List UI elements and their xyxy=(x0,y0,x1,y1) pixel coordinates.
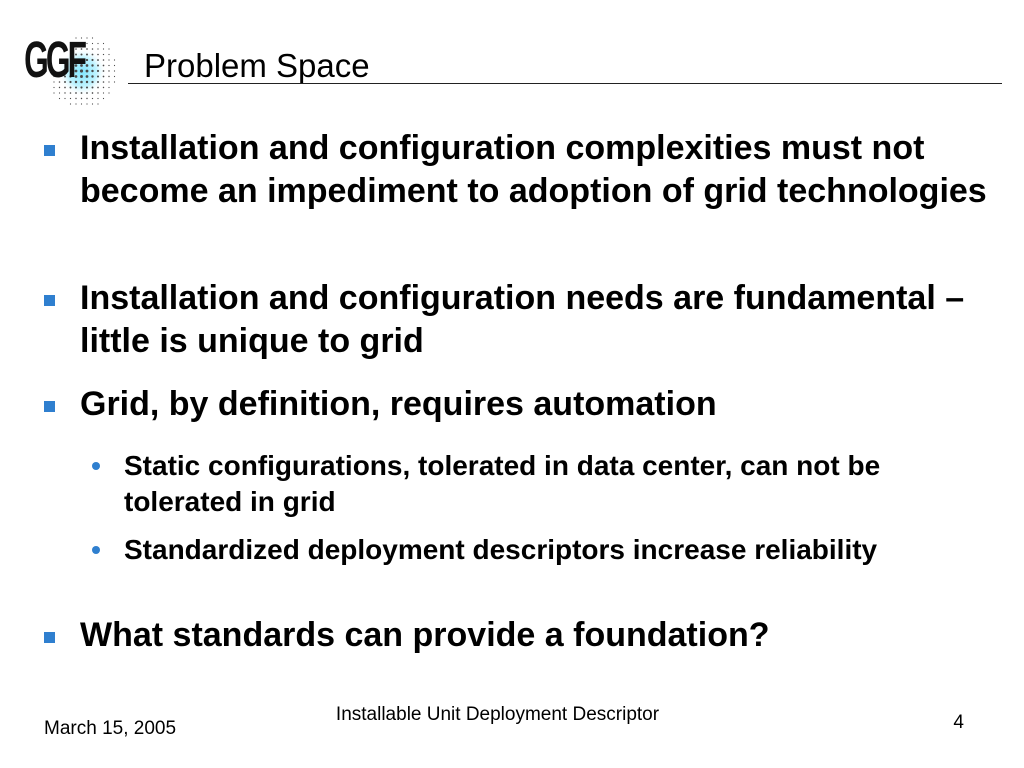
logo-dot xyxy=(86,86,88,88)
sub-bullet-2-text: Standardized deployment descriptors increase reliability xyxy=(124,534,878,565)
logo-dot xyxy=(91,70,93,72)
logo-dot xyxy=(103,43,104,44)
bullet-1-text: Installation and configuration complexities must not become an impediment to adoption of grid technologies xyxy=(80,129,987,210)
logo-dot xyxy=(97,70,99,72)
footer-title: Installable Unit Deployment Descriptor xyxy=(335,704,660,725)
logo-dot xyxy=(97,59,99,61)
logo-dot xyxy=(91,81,93,83)
logo-dot xyxy=(108,81,109,82)
logo-dot xyxy=(108,59,109,60)
logo-dot xyxy=(97,98,98,99)
logo-dot xyxy=(108,87,109,88)
logo-dot xyxy=(64,92,65,93)
page-number: 4 xyxy=(953,712,964,733)
logo-dot xyxy=(91,64,93,66)
logo-dot xyxy=(103,81,105,83)
logo-dot xyxy=(86,59,88,61)
logo-dot xyxy=(92,43,93,44)
logo-dot xyxy=(92,37,93,38)
logo-dot xyxy=(108,65,109,66)
logo-dot xyxy=(91,59,93,61)
logo-dot xyxy=(97,87,99,89)
logo-dot xyxy=(86,37,87,38)
logo-dot xyxy=(59,92,60,93)
logo-dot xyxy=(103,76,105,78)
logo-dot xyxy=(75,103,76,104)
logo-dot xyxy=(114,70,115,71)
logo-dot xyxy=(103,98,104,99)
logo-dot xyxy=(81,98,82,99)
logo-dot xyxy=(59,98,60,99)
logo-dot xyxy=(97,75,99,77)
logo-dot xyxy=(114,76,115,77)
logo-dot xyxy=(103,87,104,88)
logo-dot xyxy=(108,48,109,49)
logo-dot xyxy=(97,81,99,83)
logo-dot xyxy=(70,92,72,94)
logo-dot xyxy=(114,81,115,82)
footer-date: March 15, 2005 xyxy=(44,718,177,739)
logo-dot xyxy=(64,98,65,99)
logo-dot xyxy=(97,92,98,93)
logo-dot xyxy=(103,48,104,49)
logo-dot xyxy=(86,64,89,67)
logo-dot xyxy=(86,81,88,83)
title-underline xyxy=(128,83,1002,84)
logo-dot xyxy=(86,92,88,94)
logo-dot xyxy=(92,87,94,89)
logo-dot xyxy=(53,92,54,93)
logo-dot xyxy=(86,98,87,99)
logo-dot xyxy=(91,75,93,77)
logo-dot xyxy=(92,103,93,104)
logo-dot xyxy=(75,92,77,94)
logo-dot xyxy=(81,103,82,104)
logo-dot xyxy=(86,103,87,104)
bullet-2-text: Installation and configuration needs are fundamental – little is unique to grid xyxy=(80,279,965,360)
logo-dot xyxy=(70,98,71,99)
bullet-square-icon xyxy=(44,295,55,306)
logo-dot xyxy=(108,70,109,71)
bullet-square-icon xyxy=(44,145,55,156)
logo-dot xyxy=(97,103,98,104)
logo-dot xyxy=(103,54,104,55)
logo-dot xyxy=(86,48,88,50)
logo-text: GGF xyxy=(24,31,85,89)
logo-dot xyxy=(86,70,89,73)
ggf-logo xyxy=(22,14,132,124)
sub-bullet-1-text: Static configurations, tolerated in data center, can not be tolerated in grid xyxy=(124,450,881,517)
logo-dot xyxy=(103,59,105,61)
sub-bullet-dot-icon xyxy=(92,546,100,554)
logo-dot xyxy=(114,59,115,60)
logo-dot xyxy=(97,48,98,49)
logo-dot xyxy=(103,70,105,72)
logo-dot xyxy=(103,65,105,67)
logo-dot xyxy=(92,92,94,94)
bullet-square-icon xyxy=(44,401,55,412)
slide-title: Problem Space xyxy=(144,47,370,84)
logo-dot xyxy=(81,92,83,94)
logo-dot xyxy=(86,54,88,56)
logo-dot xyxy=(108,76,109,77)
logo-dot xyxy=(114,65,115,66)
logo-dot xyxy=(92,98,93,99)
logo-dot xyxy=(97,43,98,44)
logo-dot xyxy=(92,48,94,50)
logo-dot xyxy=(70,103,71,104)
logo-dot xyxy=(103,92,104,93)
bullet-3-text: Grid, by definition, requires automation xyxy=(80,385,717,423)
bullet-square-icon xyxy=(44,632,55,643)
logo-dot xyxy=(108,54,109,55)
logo-dot xyxy=(75,98,76,99)
logo-dot xyxy=(86,43,87,44)
logo-dot xyxy=(97,54,99,56)
logo-dot xyxy=(97,64,99,66)
bullet-4-text: What standards can provide a foundation? xyxy=(80,616,770,654)
logo-dot xyxy=(86,75,89,78)
sub-bullet-dot-icon xyxy=(92,462,100,470)
logo-dot xyxy=(92,54,94,56)
logo-dot xyxy=(108,92,109,93)
